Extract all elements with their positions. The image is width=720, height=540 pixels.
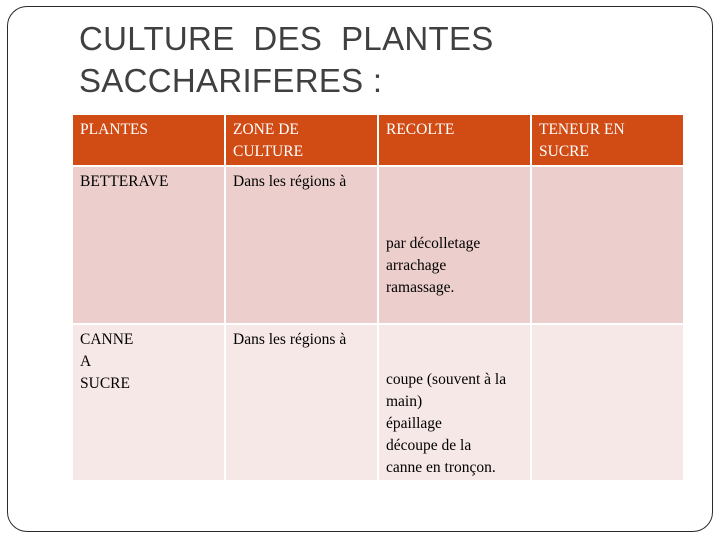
recolte-canne-list [386,369,522,479]
recolte-canne-line-3: épaillage [386,415,442,432]
plante-canne-line-3: SUCRE [80,375,130,392]
slide-title [79,18,679,102]
recolte-canne-line-1: coupe (souvent à la [386,371,507,388]
cell-zone-betterave [225,166,378,324]
cell-plante-canne [72,324,225,481]
plante-betterave-text: BETTERAVE [80,173,169,190]
header-zone-de-culture [225,114,378,166]
table-header-row [72,114,684,166]
recolte-betterave-line-1: par décolletage [386,235,481,252]
plante-canne-line-2: A [80,353,92,370]
zone-canne-text: Dans les régions à [233,331,347,348]
table-row-canne-a-sucre [72,324,684,481]
cell-teneur-betterave [531,166,684,324]
header-plantes [72,114,225,166]
recolte-canne-line-5: canne en tronçon. [386,459,496,476]
recolte-canne-line-4: découpe de la [386,437,472,454]
sugar-plants-table [71,113,685,482]
cell-zone-canne [225,324,378,481]
header-recolte [378,114,531,166]
recolte-betterave-list [386,233,522,299]
header-plantes-text: PLANTES [80,121,149,138]
header-teneur-line-2: SUCRE [539,143,589,160]
header-teneur-line-1: TENEUR EN [539,121,625,138]
title-line-1: CULTURE DES PLANTES [79,20,494,57]
recolte-betterave-line-2: arrachage [386,257,447,274]
plante-canne-line-1: CANNE [80,331,134,348]
recolte-canne-line-2: main) [386,393,423,410]
title-line-2: SACCHARIFERES : [79,62,383,99]
cell-plante-betterave [72,166,225,324]
cell-recolte-betterave [378,166,531,324]
cell-recolte-canne [378,324,531,481]
recolte-betterave-line-3: ramassage. [386,279,455,296]
cell-teneur-canne [531,324,684,481]
header-recolte-text: RECOLTE [386,121,455,138]
table-row-betterave [72,166,684,324]
header-zone-line-1: ZONE DE [233,121,299,138]
header-teneur-en-sucre [531,114,684,166]
zone-betterave-text: Dans les régions à [233,173,347,190]
header-zone-line-2: CULTURE [233,143,304,160]
